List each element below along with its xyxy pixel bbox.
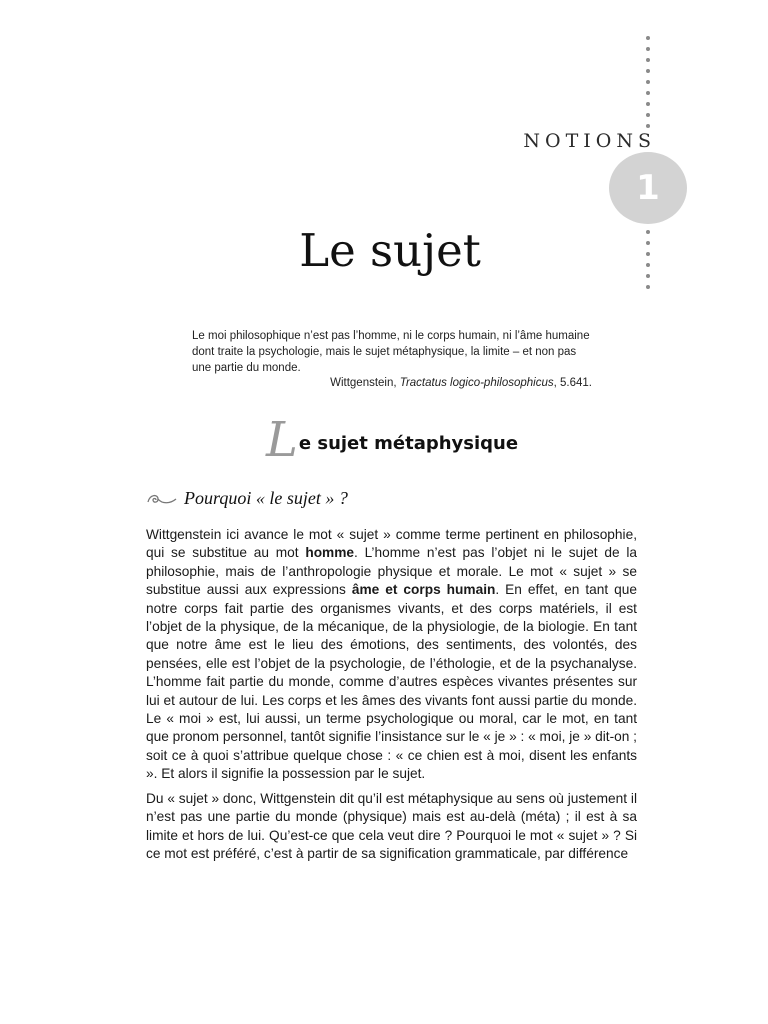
epigraph-ref: , 5.641. [553, 377, 592, 389]
decorative-dotted-line-top [646, 36, 651, 135]
chapter-number-badge [609, 152, 687, 224]
bold-term: âme et corps humain [351, 582, 496, 598]
body-text [146, 526, 637, 869]
section-dropcap: L [266, 412, 298, 468]
epigraph-citation [192, 377, 592, 389]
paragraph-text: Wittgenstein ici avance le mot « sujet » comme terme pertinent en philosophie, qui se substitue au mot [146, 527, 637, 561]
epigraph-quote: Le moi philosophique n’est pas l’homme, ni le corps humain, ni l’âme humaine dont traite la psychologie, mais le sujet métaphysique, la limite – et non pas une partie du monde. [192, 330, 590, 374]
chapter-number: 1 [636, 168, 660, 208]
paragraph-text: . En effet, en tant que notre corps fait partie des organismes vivants, et des corps matériels, il est l’objet de la physique, de la mécanique, de la physiologie, de la biologie. En tant que notre âme est le lieu des émotions, des sentiments, des volontés, des pensées, elle est l’objet de la psychologie, de l’éthologie, et de la psychanalyse. L’homme fait partie du monde, comme d’autres espèces vivantes présentes sur lui et autour de lui. Les corps et les âmes des vivants font aussi partie du monde. Le « moi » est, lui aussi, un terme psychologique ou moral, car le mot, en tant que pronom personnel, tantôt signifie l’insistance sur le « je » : « moi, je » dit-on ; soit ce à quoi s’attribue quelque chose : « ce chien est à moi, disent les enfants ». Et alors il signifie la possession par le sujet. [146, 582, 637, 782]
epigraph-author: Wittgenstein, [330, 377, 400, 389]
page-title: Le sujet [299, 224, 481, 277]
paragraph: Du « sujet » donc, Wittgenstein dit qu’il est métaphysique au sens où justement il n’est pas une partie du monde (physique) mais est au-delà (méta) ; il est à sa limite et hors de lui. Qu’est-ce que cela veut dire ? Pourquoi le mot « sujet » ? Si ce mot est préféré, c’est à partir de sa signification grammaticale, par différence [146, 790, 637, 861]
notions-label: NOTIONS [523, 130, 656, 152]
section-heading [266, 412, 519, 468]
paragraph-text: . L’homme n’est pas l’objet ni le sujet de la philosophie, mais de l’anthropologie physique et morale. Le mot « sujet » se substitue aussi aux expressions [146, 545, 637, 598]
swirl-ornament-icon [146, 490, 178, 508]
bold-term: homme [305, 545, 355, 561]
paragraph [146, 526, 637, 784]
subsection-title: Pourquoi « le sujet » ? [184, 488, 348, 508]
epigraph-work: Tractatus logico-philosophicus [399, 377, 554, 389]
subsection-heading [146, 488, 348, 509]
section-heading-text: e sujet métaphysique [298, 433, 519, 454]
